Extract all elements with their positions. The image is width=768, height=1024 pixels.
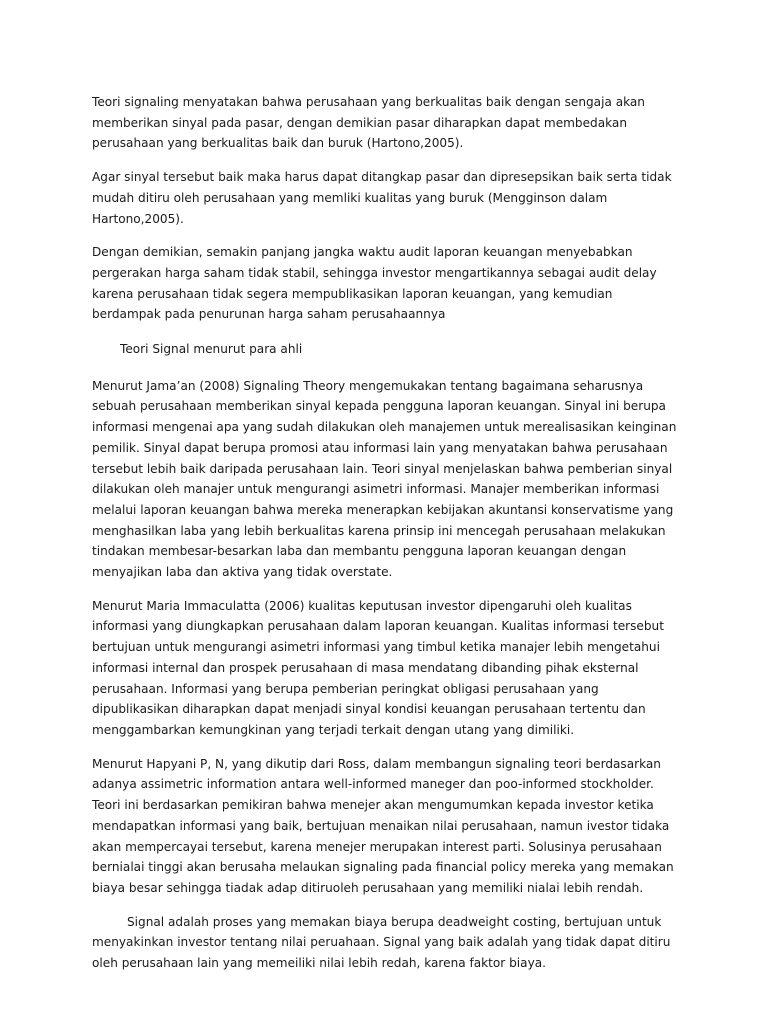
paragraph-agar-sinyal: Agar sinyal tersebut baik maka harus dapat ditangkap pasar dan dipresepsikan baik serta tidak mudah ditiru oleh perusahaan yang memliki kualitas yang buruk (Mengginson dalam Hartono,2005). — [92, 170, 672, 226]
paragraph-signal-adalah: Signal adalah proses yang memakan biaya berupa deadweight costing, bertujuan untuk menyakinkan investor tentang nilai peruahaan. Signal yang baik adalah yang tidak dapat ditiru oleh perusahaan lain yang memeiliki nilai lebih redah, karena faktor biaya. — [92, 914, 671, 971]
section-heading-teori-signal: Teori Signal menurut para ahli — [120, 342, 303, 357]
paragraph-maria-immaculatta: Menurut Maria Immaculatta (2006) kualitas keputusan investor dipengaruhi oleh kualitas informasi yang diungkapkan perusahaan dalam laporan keuangan. Kualitas informasi tersebut bertujuan untuk mengurangi asimetri informasi yang timbul ketika manajer lebih mengetahui informasi internal dan prospek perusahaan di masa mendatang dibanding pihak eksternal perusahaan. Informasi yang berupa pemberian peringkat obligasi perusahaan yang dipublikasikan diharapkan dapat menjadi sinyal kondisi keuangan perusahaan tertentu dan menggambarkan kemungkinan yang terjadi terkait dengan utang yang dimiliki. — [92, 598, 664, 737]
paragraph-hapyani: Menurut Hapyani P, N, yang dikutip dari Ross, dalam membangun signaling teori berdasarkan adanya assimetric information antara well-informed maneger dan poo-informed stockholder. Teori ini berdasarkan pemikiran bahwa menejer akan mengumumkan kepada investor ketika mendapatkan informasi yang baik, bertujuan menaikan nilai perusahaan, namun ivestor tidaka akan mempercayai tersebut, karena menejer merupakan interest parti. Solusinya perusahaan bernialai tinggi akan berusaha melaukan signaling pada financial policy mereka yang memakan biaya besar sehingga tiadak adap ditiruoleh perusahaan yang memiliki nialai lebih rendah. — [92, 756, 674, 895]
paragraph-jamaan: Menurut Jama’an (2008) Signaling Theory mengemukakan tentang bagaimana seharusnya sebuah perusahaan memberikan sinyal kepada pengguna laporan keuangan. Sinyal ini berupa informasi mengenai apa yang sudah dilakukan oleh manajemen untuk merealisasikan keinginan pemilik. Sinyal dapat berupa promosi atau informasi lain yang menyatakan bahwa perusahaan tersebut lebih baik daripada perusahaan lain. Teori sinyal menjelaskan bahwa pemberian sinyal dilakukan oleh manajer untuk mengurangi asimetri informasi. Manajer memberikan informasi melalui laporan keuangan bahwa mereka menerapkan kebijakan akuntansi konservatisme yang menghasilkan laba yang lebih berkualitas karena prinsip ini mencegah perusahaan melakukan tindakan membesar-besarkan laba dan membantu pengguna laporan keuangan dengan menyajikan laba dan aktiva yang tidak overstate. — [92, 378, 677, 580]
paragraph-dengan-demikian: Dengan demikian, semakin panjang jangka waktu audit laporan keuangan menyebabkan pergerakan harga saham tidak stabil, sehingga investor mengartikannya sebagai audit delay karena perusahaan tidak segera mempublikasikan laporan keuangan, yang kemudian berdampak pada penurunan harga saham perusahaannya — [92, 245, 657, 322]
paragraph-teori-signaling: Teori signaling menyatakan bahwa perusahaan yang berkualitas baik dengan sengaja akan memberikan sinyal pada pasar, dengan demikian pasar diharapkan dapat membedakan perusahaan yang berkualitas baik dan buruk (Hartono,2005). — [92, 95, 645, 151]
